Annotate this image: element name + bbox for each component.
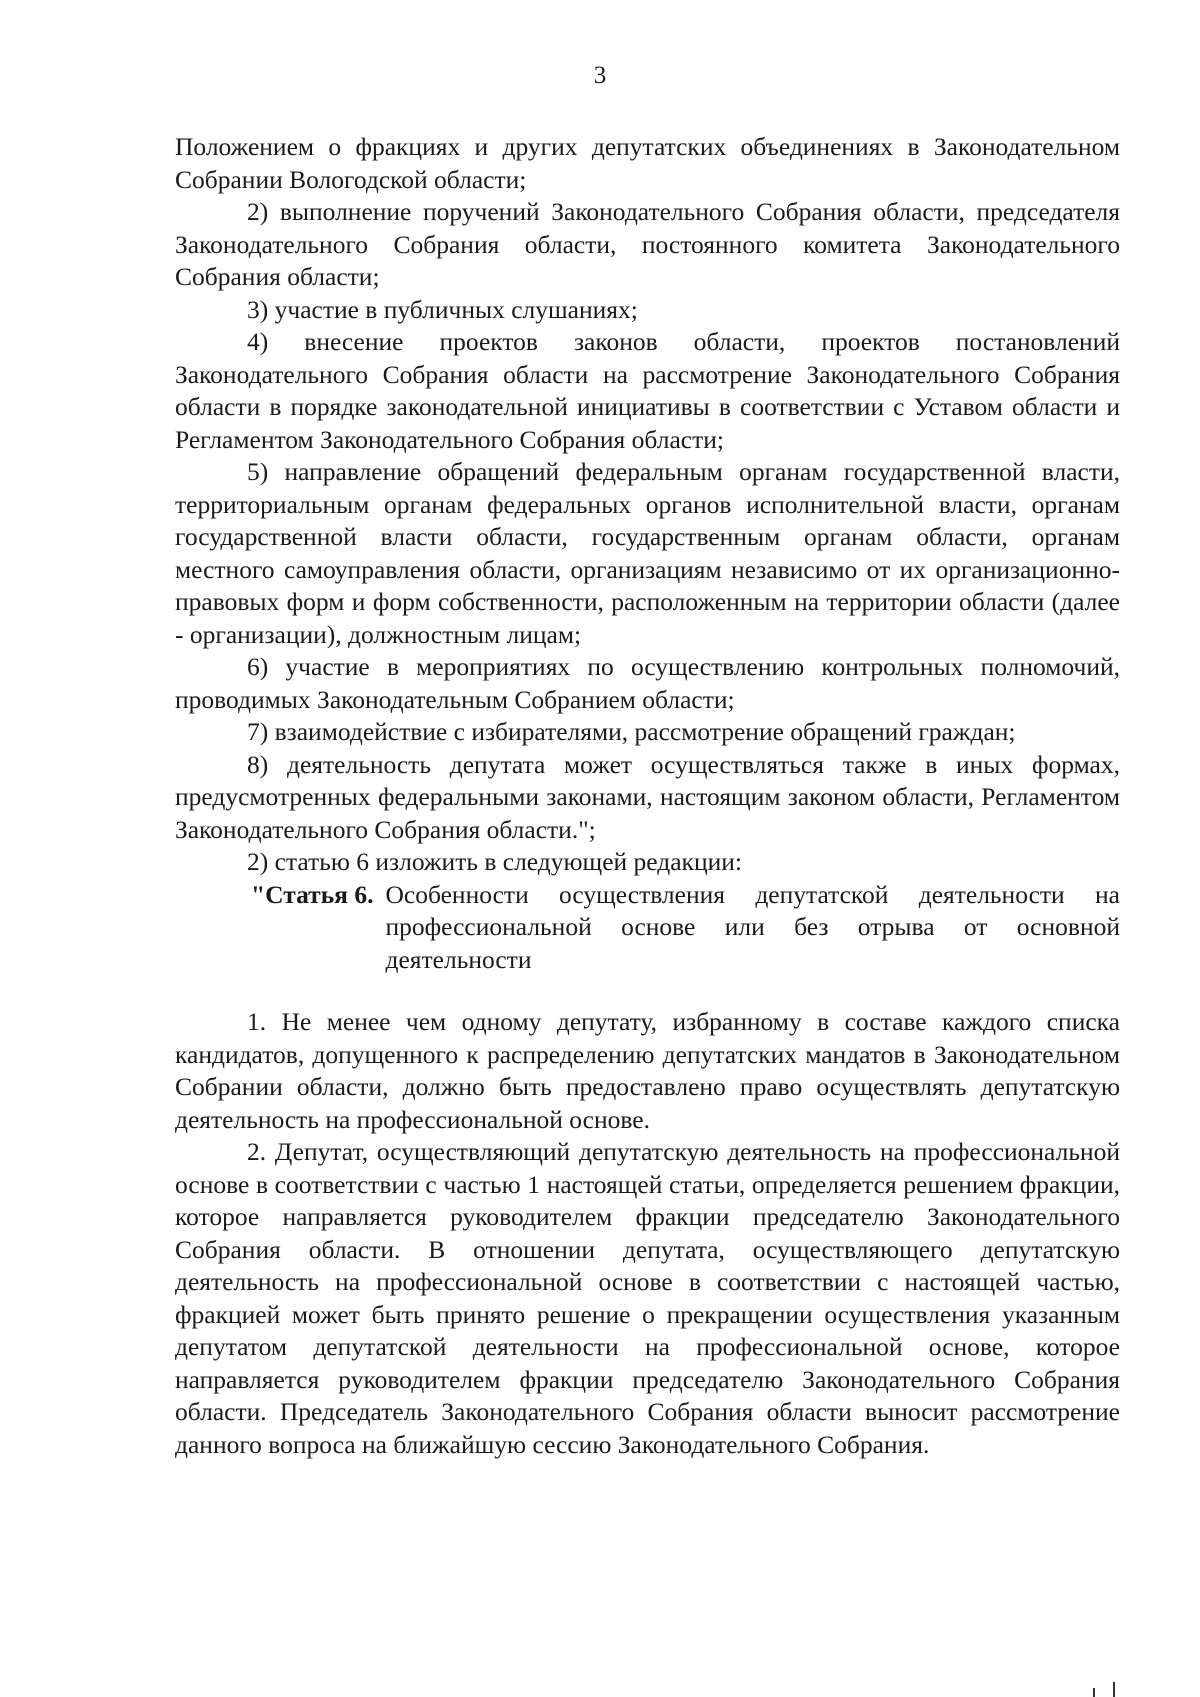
article-title: Особенности осуществления депутатской деятельности на профессиональной основе или без отрыва от основной деятельности (385, 879, 1120, 974)
list-item-5: 5) направление обращений федеральным органам государственной власти, территориальным органам федеральных органов исполнительной власти, органам государственной власти области, государственным органам области, органам местного самоуправления области, организациям независимо от их организационно-правовых форм и форм собственности, расположенным на территории области (далее - организации), должностным лицам; (175, 457, 1120, 649)
article-label: "Статья 6. (251, 879, 374, 909)
list-item-6: 6) участие в мероприятиях по осуществлению контрольных полномочий, проводимых Законодательным Собранием области; (175, 652, 1120, 714)
scan-mark (1113, 1682, 1115, 1697)
list-item-4: 4) внесение проектов законов области, проектов постановлений Законодательного Собрания области на рассмотрение Законодательного Собрания области в порядке законодательной инициативы в соответствии с Уставом области и Регламентом Законодательного Собрания области; (175, 327, 1120, 454)
document-body (175, 131, 1120, 1461)
page-number: 3 (593, 62, 607, 89)
scan-mark (1093, 1688, 1095, 1697)
clause-1: 1. Не менее чем одному депутату, избранному в составе каждого списка кандидатов, допущенного к распределению депутатских мандатов в Законодательном Собрании области, должно быть предоставлено право осуществлять депутатскую деятельность на профессиональной основе. (175, 1007, 1120, 1134)
amendment-instruction: 2) статью 6 изложить в следующей редакции: (247, 847, 742, 876)
clause-2: 2. Депутат, осуществляющий депутатскую деятельность на профессиональной основе в соответствии с частью 1 настоящей статьи, определяется решением фракции, которое направляется руководителем фракции председателю Законодательного Собрания области. В отношении депутата, осуществляющего депутатскую деятельность на профессиональной основе в соответствии с настоящей частью, фракцией может быть принято решение о прекращении осуществления указанным депутатом депутатской деятельности на профессиональной основе, которое направляется руководителем фракции председателю Законодательного Собрания области. Председатель Законодательного Собрания области выносит рассмотрение данного вопроса на ближайшую сессию Законодательного Собрания. (175, 1137, 1120, 1459)
list-item-2: 2) выполнение поручений Законодательного Собрания области, председателя Законодательного Собрания области, постоянного комитета Законодательного Собрания области; (175, 197, 1120, 291)
list-item-8: 8) деятельность депутата может осуществляться также в иных формах, предусмотренных федеральными законами, настоящим законом области, Регламентом Законодательного Собрания области."; (175, 749, 1120, 844)
article-heading (251, 879, 1120, 977)
paragraph-continuation: Положением о фракциях и других депутатских объединениях в Законодательном Собрании Вологодской области; (175, 132, 1120, 194)
list-item-7: 7) взаимодействие с избирателями, рассмотрение обращений граждан; (247, 717, 1016, 746)
spacer (175, 976, 1120, 1006)
list-item-3: 3) участие в публичных слушаниях; (247, 294, 638, 324)
